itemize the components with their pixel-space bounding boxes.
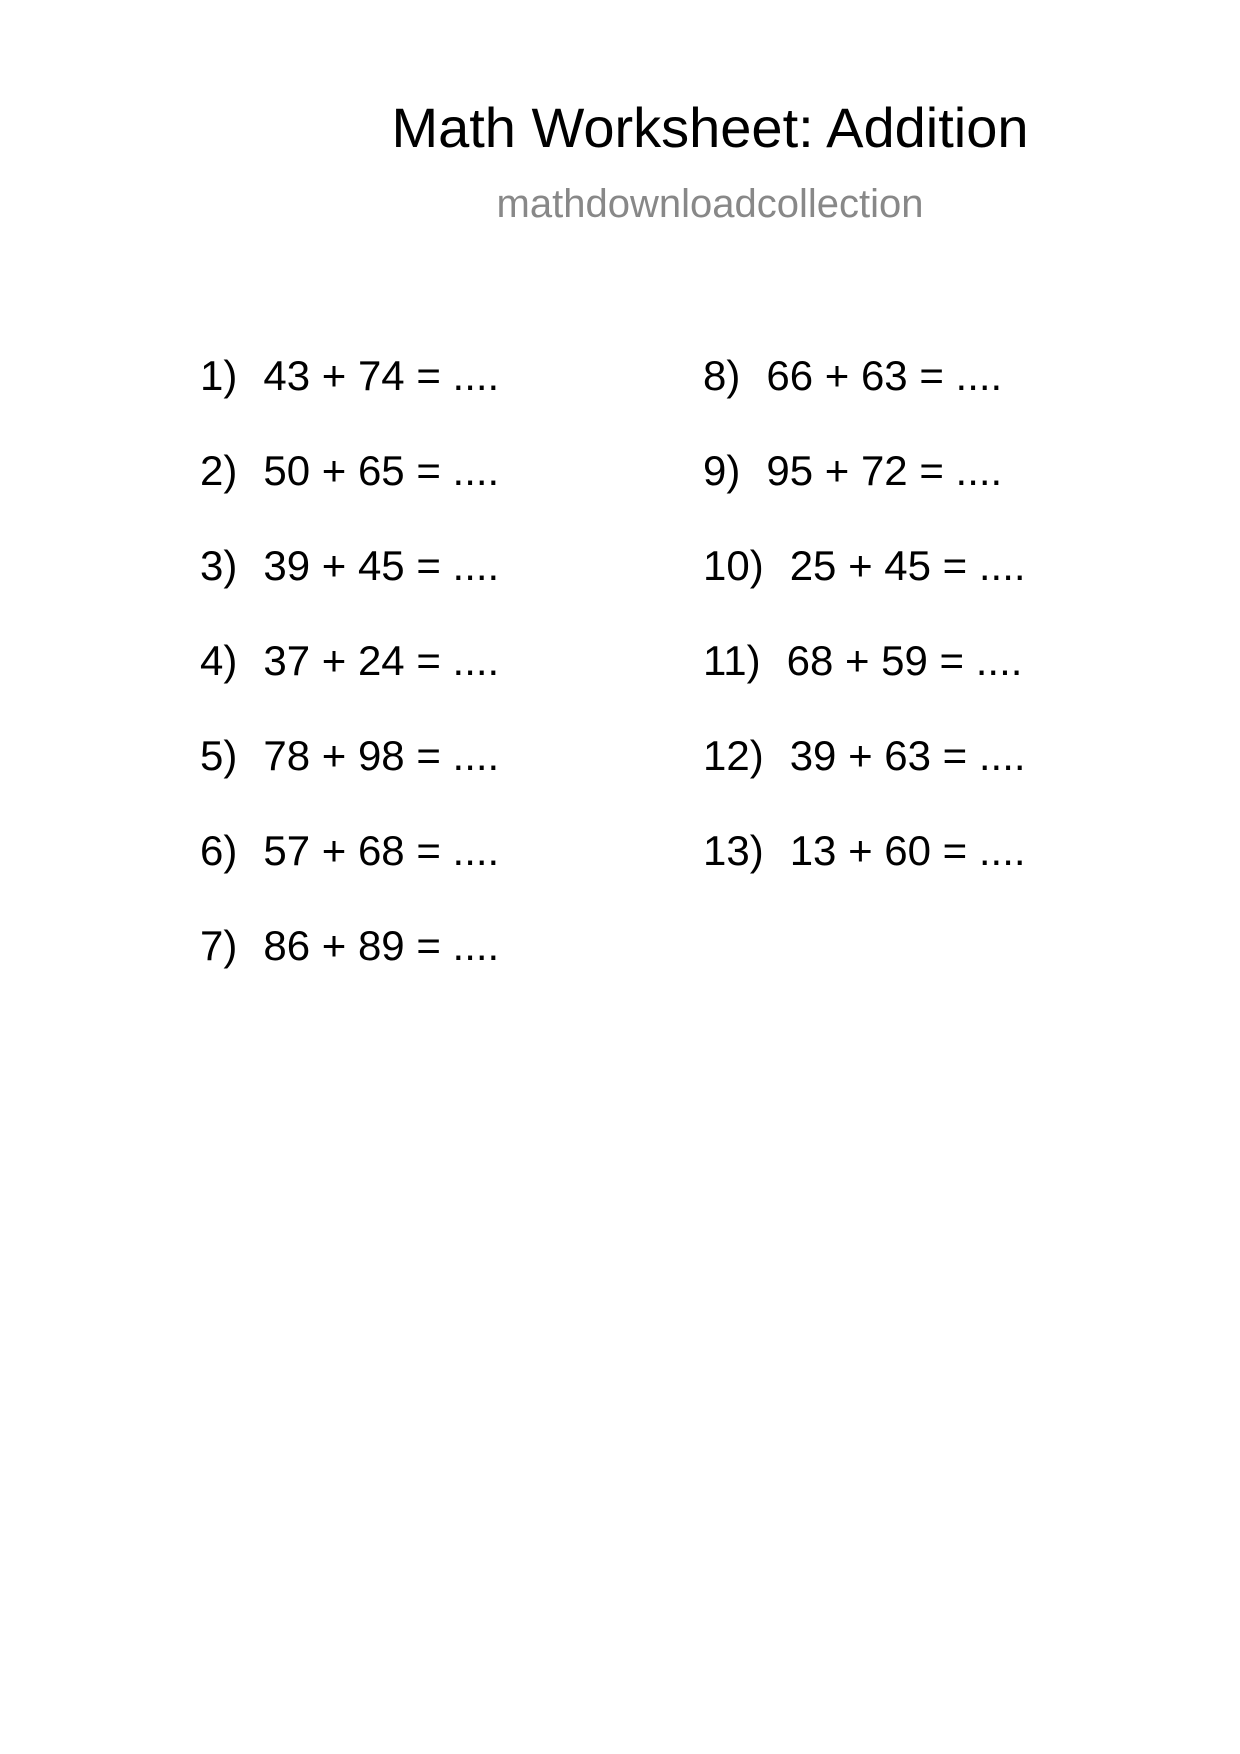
page-title: Math Worksheet: Addition (391, 96, 1029, 159)
problem-9 (703, 447, 1026, 542)
problem-expression: 50 + 65 = .... (263, 447, 500, 494)
problem-6 (200, 827, 499, 922)
problem-13 (703, 827, 1026, 922)
problem-expression: 66 + 63 = .... (766, 352, 1003, 399)
problem-number: 1) (200, 352, 238, 399)
problem-expression: 37 + 24 = .... (263, 637, 500, 684)
problem-number: 12) (703, 732, 764, 779)
page-subtitle: mathdownloadcollection (496, 182, 924, 226)
problem-expression: 13 + 60 = .... (789, 827, 1026, 874)
problem-2 (200, 447, 499, 542)
problem-number: 2) (200, 447, 238, 494)
problem-number: 9) (703, 447, 741, 494)
problem-expression: 86 + 89 = .... (263, 922, 500, 969)
problem-number: 5) (200, 732, 238, 779)
problem-4 (200, 637, 499, 732)
problem-expression: 95 + 72 = .... (766, 447, 1003, 494)
problems-column-right (703, 352, 1026, 922)
problem-7 (200, 922, 499, 1017)
problem-3 (200, 542, 499, 637)
problem-expression: 39 + 45 = .... (263, 542, 500, 589)
problem-expression: 57 + 68 = .... (263, 827, 500, 874)
problem-number: 7) (200, 922, 238, 969)
problem-number: 4) (200, 637, 238, 684)
problem-8 (703, 352, 1026, 447)
problem-expression: 39 + 63 = .... (789, 732, 1026, 779)
problem-1 (200, 352, 499, 447)
problem-expression: 78 + 98 = .... (263, 732, 500, 779)
problems-column-left (200, 352, 499, 1017)
problem-5 (200, 732, 499, 827)
problem-11 (703, 637, 1026, 732)
problem-expression: 43 + 74 = .... (263, 352, 500, 399)
problem-number: 3) (200, 542, 238, 589)
problem-number: 6) (200, 827, 238, 874)
problem-number: 11) (703, 637, 761, 684)
problem-10 (703, 542, 1026, 637)
problem-12 (703, 732, 1026, 827)
problem-expression: 25 + 45 = .... (789, 542, 1026, 589)
problem-number: 13) (703, 827, 764, 874)
problem-number: 8) (703, 352, 741, 399)
problem-expression: 68 + 59 = .... (786, 637, 1023, 684)
problem-number: 10) (703, 542, 764, 589)
